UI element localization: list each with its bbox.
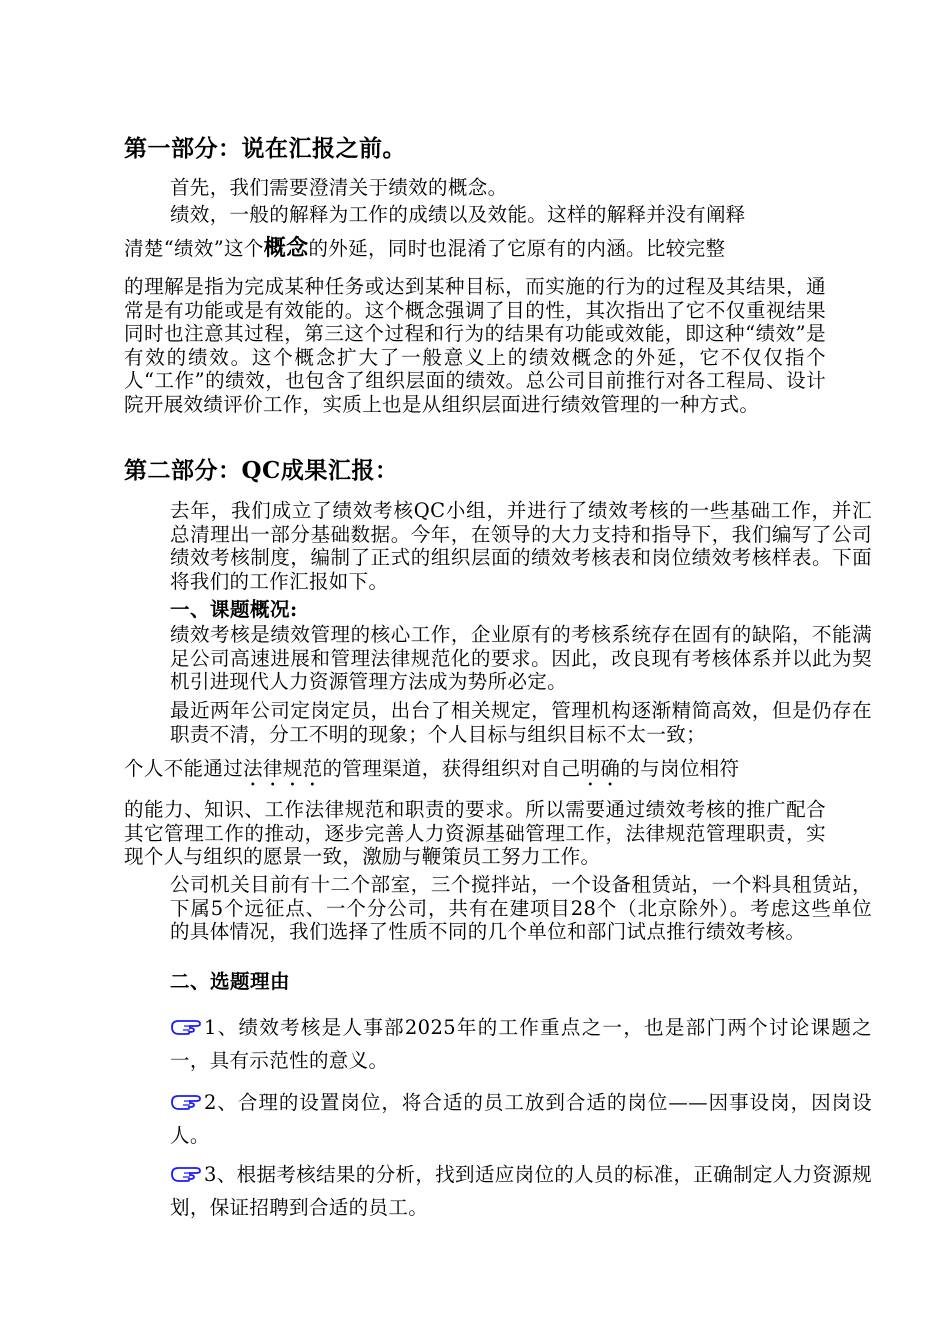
reason-item [124,1011,872,1077]
part1-heading: 第一部分：说在汇报之前。 [124,135,406,162]
part1-para1: 首先，我们需要澄清关于绩效的概念。 [170,176,508,199]
text-run: 的与岗位相符 [620,757,740,780]
part1-para2-line1: 绩效，一般的解释为工作的成绩以及效能。这样的解释并没有阐释 [170,203,746,226]
part1-para2-line2 [124,236,826,262]
part1-para2-rest: 的理解是指为完成某种任务或达到某种目标，而实施的行为的过程及其结果，通常是有功能或是有效能的。这个概念强调了目的性，其次指出了它不仅重视结果同时也注意其过程，第三这个过程和行为的结果有功能或效能，即这种“绩效”是有效的绩效。这个概念扩大了一般意义上的绩效概念的外延，它不仅仅指个人“工作”的绩效，也包含了组织层面的绩效。总公司目前推行对各工程局、设计院开展效绩评价工作，实质上也是从组织层面进行绩效管理的一种方式。 [124,275,826,416]
text-run: 个人不能通过 [124,757,244,780]
pointing-hand-icon [170,1165,202,1183]
section1-title: 一、课题概况: [170,598,298,621]
part1-para2-text-c: 的外延，同时也混淆了它原有的内涵。比较完整 [308,237,726,260]
section2-title: 二、选题理由 [170,970,291,993]
concept-emphasis: 概念 [263,236,309,261]
law-norm-emphasis: 法律规范 [243,757,323,780]
pointing-hand-icon [170,1018,202,1036]
section1-para2-c: 的能力、知识、工作法律规范和职责的要求。所以需要通过绩效考核的推广配合其它管理工作的推动，逐步完善人力资源基础管理工作，法律规范管理职责，实现个人与组织的愿景一致，激励与鞭策员工努力工作。 [124,798,826,868]
reason-text: 2、合理的设置岗位，将合适的员工放到合适的岗位——因事设岗，因岗设人。 [170,1091,872,1147]
reason-text: 1、绩效考核是人事部2025年的工作重点之一，也是部门两个讨论课题之一，具有示范性的意义。 [170,1016,872,1072]
section1-para3: 公司机关目前有十二个部室，三个搅拌站，一个设备租赁站，一个料具租赁站，下属5个远征点、一个分公司，共有在建项目28个（北京除外）。考虑这些单位的具体情况，我们选择了性质不同的几个单位和部门试点推行绩效考核。 [170,873,872,943]
reason-item [124,1086,872,1152]
reason-item [124,1158,872,1224]
part1-para2-text-a: 清楚“绩效”这个 [124,237,264,260]
part2-intro: 去年，我们成立了绩效考核QC小组，并进行了绩效考核的一些基础工作，并汇总清理出一部分基础数据。今年，在领导的大力支持和指导下，我们编写了公司绩效考核制度，编制了正式的组织层面的绩效考核表和岗位绩效考核样表。下面将我们的工作汇报如下。 [170,499,872,593]
part2-heading: 第二部分：QC成果汇报： [124,457,399,484]
text-run: 的管理渠道，获得组织对自己 [322,757,581,780]
section1-para2-a: 最近两年公司定岗定员，出台了相关规定，管理机构逐渐精简高效，但是仍存在职责不清，分工不明的现象；个人目标与组织目标不太一致； [170,699,872,746]
pointing-hand-icon [170,1093,202,1111]
section1-para2-b [124,757,826,791]
section1-para1: 绩效考核是绩效管理的核心工作，企业原有的考核系统存在固有的缺陷，不能满足公司高速进展和管理法律规范化的要求。因此，改良现有考核体系并以此为契机引进现代人力资源管理方法成为势所必定。 [170,623,872,693]
reason-text: 3、根据考核结果的分析，找到适应岗位的人员的标准，正确制定人力资源规划，保证招聘到合适的员工。 [170,1163,872,1219]
clear-emphasis: 明确 [580,757,621,780]
